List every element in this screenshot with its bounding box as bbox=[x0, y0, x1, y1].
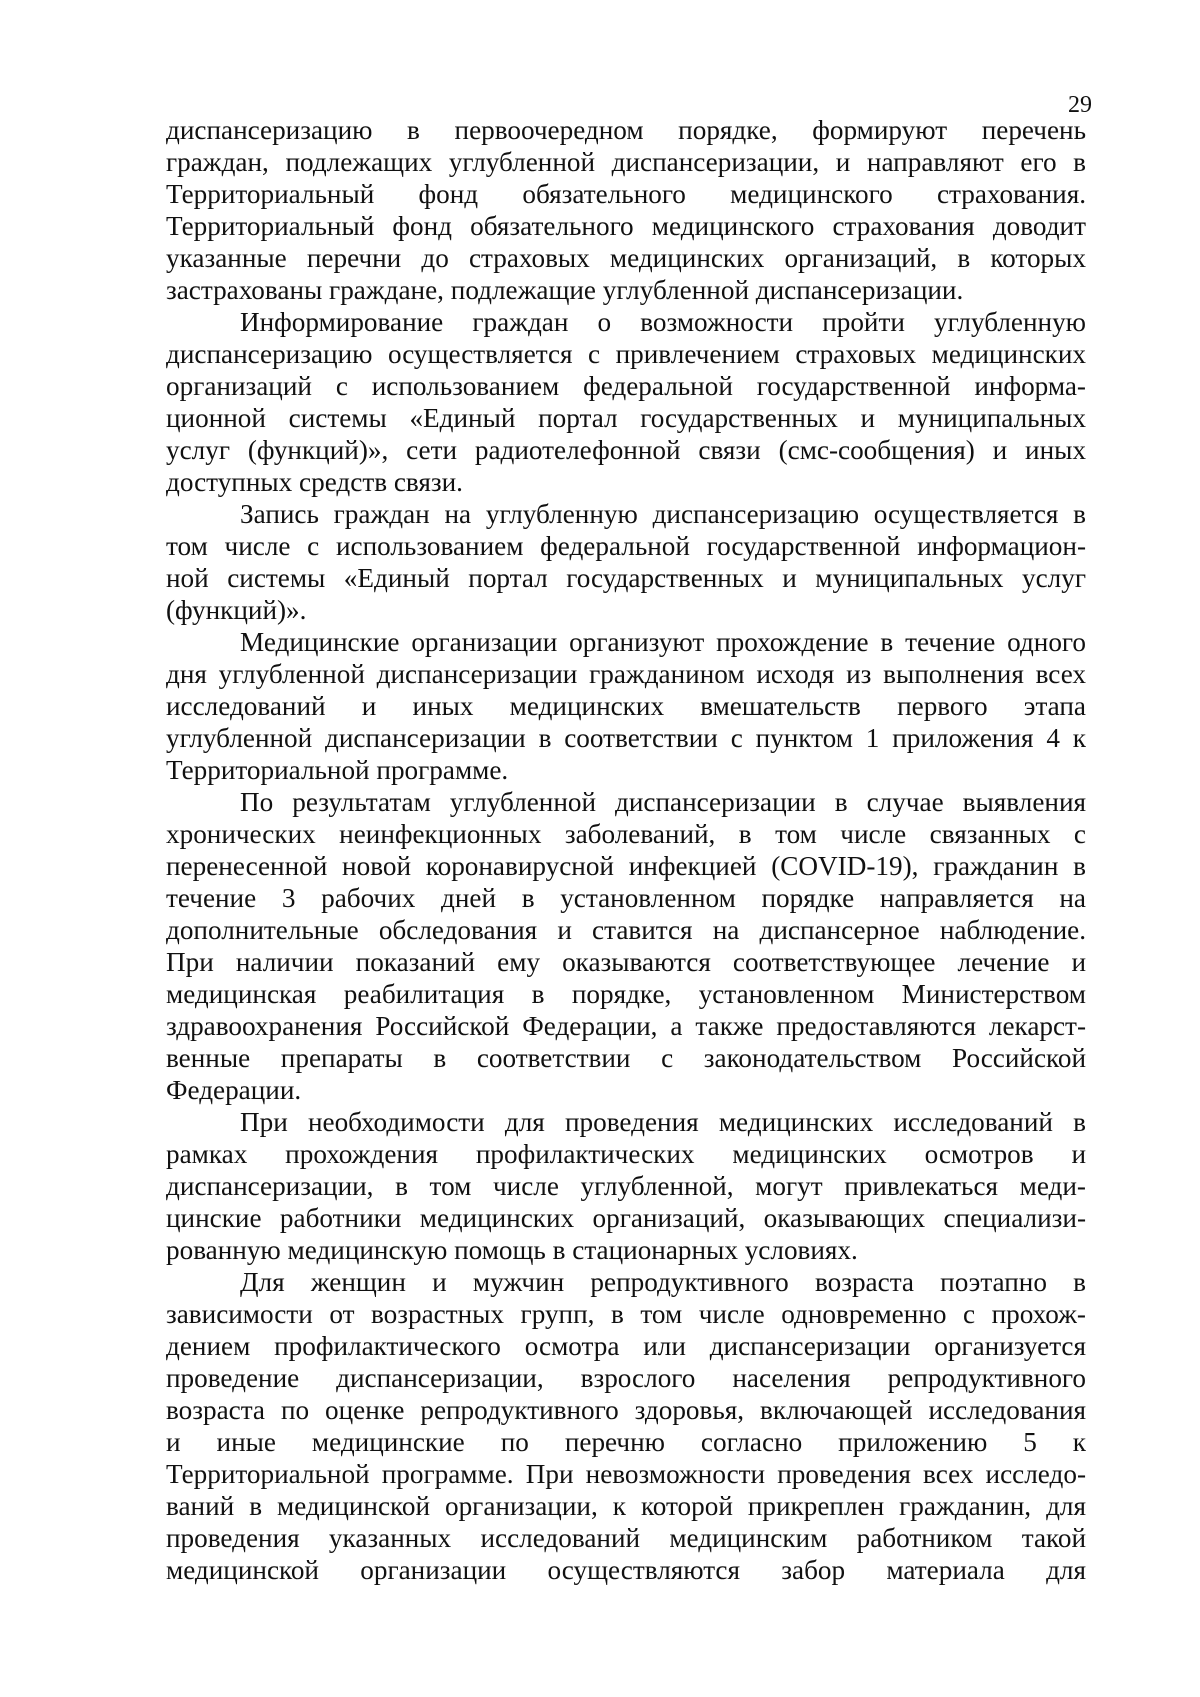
text-line: диспансеризации, в том числе углубленной, могут привлекаться меди- bbox=[166, 1171, 1086, 1201]
text-line: том числе с использованием федеральной государственной информацион- bbox=[166, 531, 1086, 561]
paragraph bbox=[166, 1266, 1086, 1586]
text-line: исследований и иных медицинских вмешательств первого этапа bbox=[166, 691, 1086, 721]
text-line: цинские работники медицинских организаций, оказывающих специализи- bbox=[166, 1203, 1086, 1233]
text-line: доступных средств связи. bbox=[166, 467, 463, 497]
text-line: Территориальной программе. При невозможности проведения всех исследо- bbox=[166, 1459, 1086, 1489]
text-line: Территориальный фонд обязательного медицинского страхования. bbox=[166, 179, 1086, 209]
text-line: дополнительные обследования и ставится на диспансерное наблюдение. bbox=[166, 915, 1086, 945]
paragraph bbox=[166, 114, 1086, 306]
text-line: здравоохранения Российской Федерации, а также предоставляются лекарст- bbox=[166, 1011, 1086, 1041]
text-line: возраста по оценке репродуктивного здоровья, включающей исследования bbox=[166, 1395, 1086, 1425]
text-line: организаций с использованием федеральной государственной информа- bbox=[166, 371, 1086, 401]
text-line: медицинской организации осуществляются забор материала для bbox=[166, 1555, 1086, 1585]
text-line: Территориальной программе. bbox=[166, 755, 509, 785]
text-line: По результатам углубленной диспансеризации в случае выявления bbox=[240, 787, 1086, 817]
text-line: Федерации. bbox=[166, 1075, 302, 1105]
text-line: застрахованы граждане, подлежащие углубленной диспансеризации. bbox=[166, 275, 964, 305]
text-line: ционной системы «Единый портал государственных и муниципальных bbox=[166, 403, 1086, 433]
text-line: Запись граждан на углубленную диспансеризацию осуществляется в bbox=[240, 499, 1086, 529]
page-number: 29 bbox=[1068, 92, 1092, 118]
text-line: медицинская реабилитация в порядке, установленном Министерством bbox=[166, 979, 1086, 1009]
text-line: При необходимости для проведения медицинских исследований в bbox=[240, 1107, 1086, 1137]
text-line: Территориальный фонд обязательного медицинского страхования доводит bbox=[166, 211, 1086, 241]
text-line: рамках прохождения профилактических медицинских осмотров и bbox=[166, 1139, 1086, 1169]
paragraph bbox=[166, 1106, 1086, 1266]
text-line: При наличии показаний ему оказываются соответствующее лечение и bbox=[166, 947, 1086, 977]
text-line: дением профилактического осмотра или диспансеризации организуется bbox=[166, 1331, 1086, 1361]
text-line: указанные перечни до страховых медицинских организаций, в которых bbox=[166, 243, 1086, 273]
text-line: течение 3 рабочих дней в установленном порядке направляется на bbox=[166, 883, 1086, 913]
text-line: диспансеризацию в первоочередном порядке, формируют перечень bbox=[166, 115, 1086, 145]
text-line: ной системы «Единый портал государственных и муниципальных услуг bbox=[166, 563, 1086, 593]
text-line: Для женщин и мужчин репродуктивного возраста поэтапно в bbox=[240, 1267, 1086, 1297]
text-line: хронических неинфекционных заболеваний, в том числе связанных с bbox=[166, 819, 1086, 849]
document-body bbox=[166, 114, 1086, 1586]
text-line: венные препараты в соответствии с законодательством Российской bbox=[166, 1043, 1086, 1073]
paragraph bbox=[166, 626, 1086, 786]
text-line: углубленной диспансеризации в соответствии с пунктом 1 приложения 4 к bbox=[166, 723, 1086, 753]
text-line: (функций)». bbox=[166, 595, 307, 625]
text-line: зависимости от возрастных групп, в том числе одновременно с прохож- bbox=[166, 1299, 1086, 1329]
text-line: и иные медицинские по перечню согласно приложению 5 к bbox=[166, 1427, 1086, 1457]
text-line: диспансеризацию осуществляется с привлечением страховых медицинских bbox=[166, 339, 1086, 369]
text-line: услуг (функций)», сети радиотелефонной связи (смс-сообщения) и иных bbox=[166, 435, 1086, 465]
text-line: ваний в медицинской организации, к которой прикреплен гражданин, для bbox=[166, 1491, 1086, 1521]
paragraph bbox=[166, 786, 1086, 1106]
text-line: рованную медицинскую помощь в стационарных условиях. bbox=[166, 1235, 858, 1265]
text-line: Информирование граждан о возможности пройти углубленную bbox=[240, 307, 1086, 337]
text-line: проведения указанных исследований медицинским работником такой bbox=[166, 1523, 1086, 1553]
paragraph bbox=[166, 306, 1086, 498]
text-line: Медицинские организации организуют прохождение в течение одного bbox=[240, 627, 1086, 657]
text-line: граждан, подлежащих углубленной диспансеризации, и направляют его в bbox=[166, 147, 1086, 177]
paragraph bbox=[166, 498, 1086, 626]
text-line: проведение диспансеризации, взрослого населения репродуктивного bbox=[166, 1363, 1086, 1393]
text-line: дня углубленной диспансеризации гражданином исходя из выполнения всех bbox=[166, 659, 1086, 689]
text-line: перенесенной новой коронавирусной инфекцией (COVID-19), гражданин в bbox=[166, 851, 1086, 881]
